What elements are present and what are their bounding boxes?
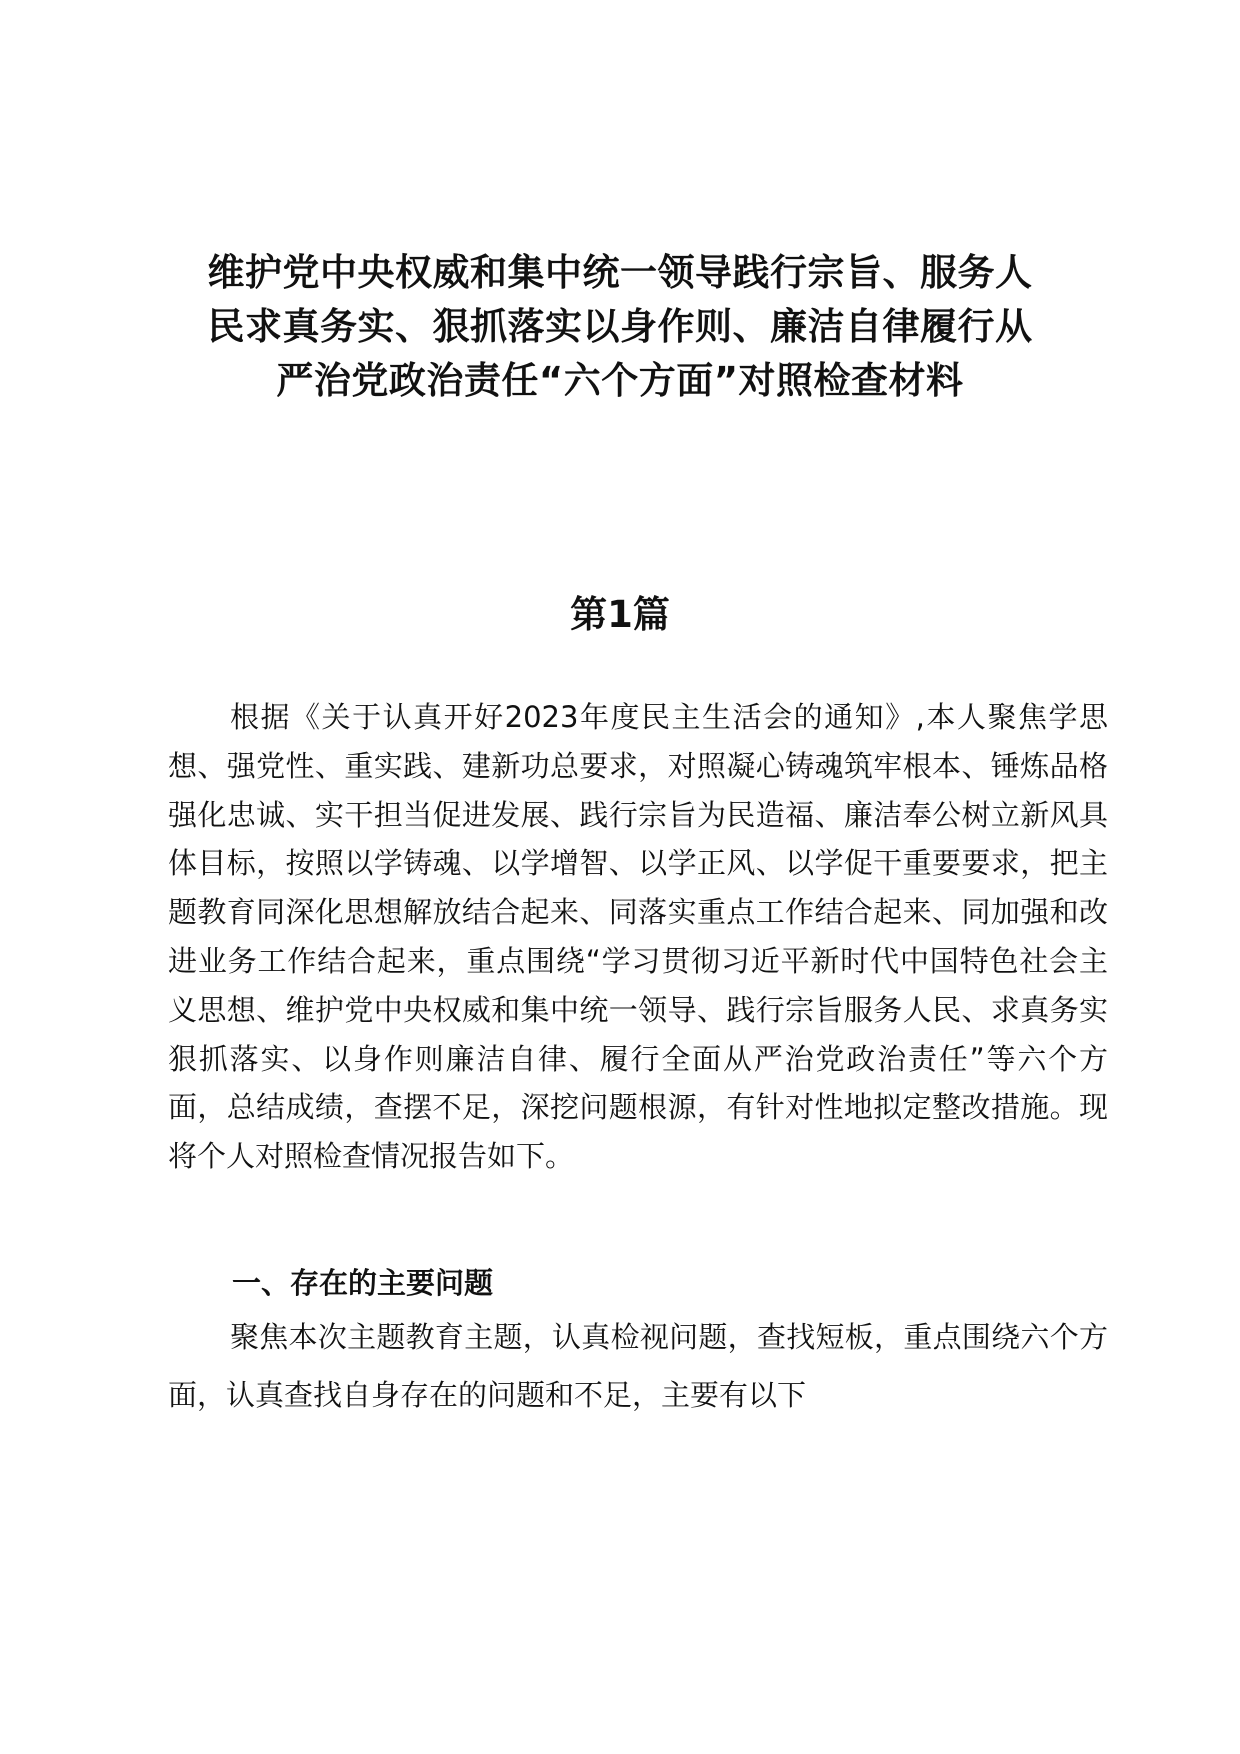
document-title-line-2: 民求真务实、狠抓落实以身作则、廉洁自律履行从: [207, 305, 1033, 348]
section-number: 第1篇: [570, 593, 670, 636]
document-title-line-1: 维护党中央权威和集中统一领导践行宗旨、服务人: [207, 251, 1033, 294]
body-paragraph: 聚焦本次主题教育主题，认真检视问题，查找短板，重点围绕六个方面，认真查找自身存在的问题和不足，主要有以下: [168, 1320, 1108, 1412]
document-title: [160, 246, 1080, 408]
section-heading-main-problems: 一、存在的主要问题: [232, 1266, 494, 1300]
intro-paragraph: 根据《关于认真开好2023年度民主生活会的通知》,本人聚焦学思想、强党性、重实践、建新功总要求，对照凝心铸魂筑牢根本、锤炼品格强化忠诚、实干担当促进发展、践行宗旨为民造福、廉洁奉公树立新风具体目标，按照以学铸魂、以学增智、以学正风、以学促干重要要求，把主题教育同深化思想解放结合起来、同落实重点工作结合起来、同加强和改进业务工作结合起来，重点围绕“学习贯彻习近平新时代中国特色社会主义思想、维护党中央权威和集中统一领导、践行宗旨服务人民、求真务实狠抓落实、以身作则廉洁自律、履行全面从严治党政治责任”等六个方面，总结成绩，查摆不足，深挖问题根源，有针对性地拟定整改措施。现将个人对照检查情况报告如下。: [168, 700, 1108, 1174]
document-title-line-3: 严治党政治责任“六个方面”对照检查材料: [276, 359, 964, 402]
